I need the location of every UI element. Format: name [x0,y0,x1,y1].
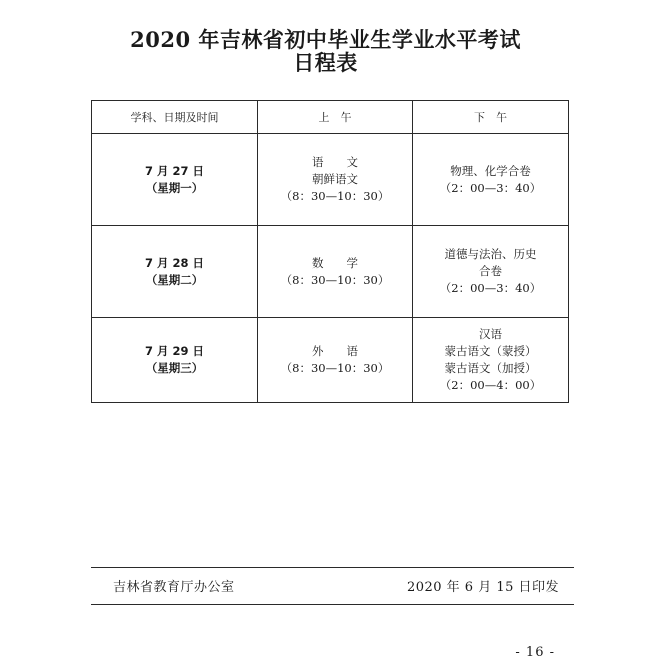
afternoon-subject: 物理、化学合卷 [450,163,531,178]
exam-date: 7 月 28 日 [144,255,205,270]
morning-cell [258,226,413,318]
afternoon-cell [413,226,569,318]
afternoon-time: （2：00—3：40） [439,281,542,295]
header-afternoon: 下 午 [413,101,569,134]
morning-subject: 语 文 [312,155,358,169]
issue-date: 2020 年 6 月 15 日印发 [406,580,559,595]
exam-schedule-table [91,100,569,403]
morning-subject: 朝鲜语文 [312,172,358,186]
issuer-name: 吉林省教育厅办公室 [113,580,235,595]
table-header-row [92,101,569,134]
header-morning: 上 午 [258,101,413,134]
afternoon-time: （2：00—3：40） [439,180,542,195]
footer-top-divider [91,567,574,568]
document-title: 2020 年吉林省初中毕业生学业水平考试 [130,27,521,52]
exam-weekday: （星期二） [145,272,204,287]
afternoon-subject: 合卷 [479,264,502,278]
table-row [92,226,569,318]
morning-cell [258,318,413,403]
morning-time: （8：30—10：30） [280,189,390,203]
morning-time: （8：30—10：30） [280,361,390,375]
footer-bottom-divider [91,604,574,605]
page-number: - 16 - [515,645,555,660]
afternoon-subject: 汉语 [479,327,502,341]
morning-cell [258,134,413,226]
afternoon-subject: 蒙古语文（蒙授） [444,344,537,358]
document-subtitle: 日程表 [293,50,358,75]
exam-weekday: （星期三） [145,361,204,375]
afternoon-subject: 道德与法治、历史 [444,247,537,261]
table-row [92,134,569,226]
afternoon-time: （2：00—4：00） [439,378,542,392]
date-cell [92,134,258,226]
exam-date: 7 月 27 日 [144,163,205,178]
table-row [92,318,569,403]
exam-weekday: （星期一） [145,180,204,195]
afternoon-subject: 蒙古语文（加授） [444,361,537,375]
morning-subject: 数 学 [312,255,358,270]
afternoon-cell [413,134,569,226]
morning-time: （8：30—10：30） [280,272,390,287]
date-cell [92,318,258,403]
morning-subject: 外 语 [312,344,358,358]
date-cell [92,226,258,318]
exam-date: 7 月 29 日 [144,344,205,358]
afternoon-cell [413,318,569,403]
header-subject-date-time: 学科、日期及时间 [92,101,258,134]
